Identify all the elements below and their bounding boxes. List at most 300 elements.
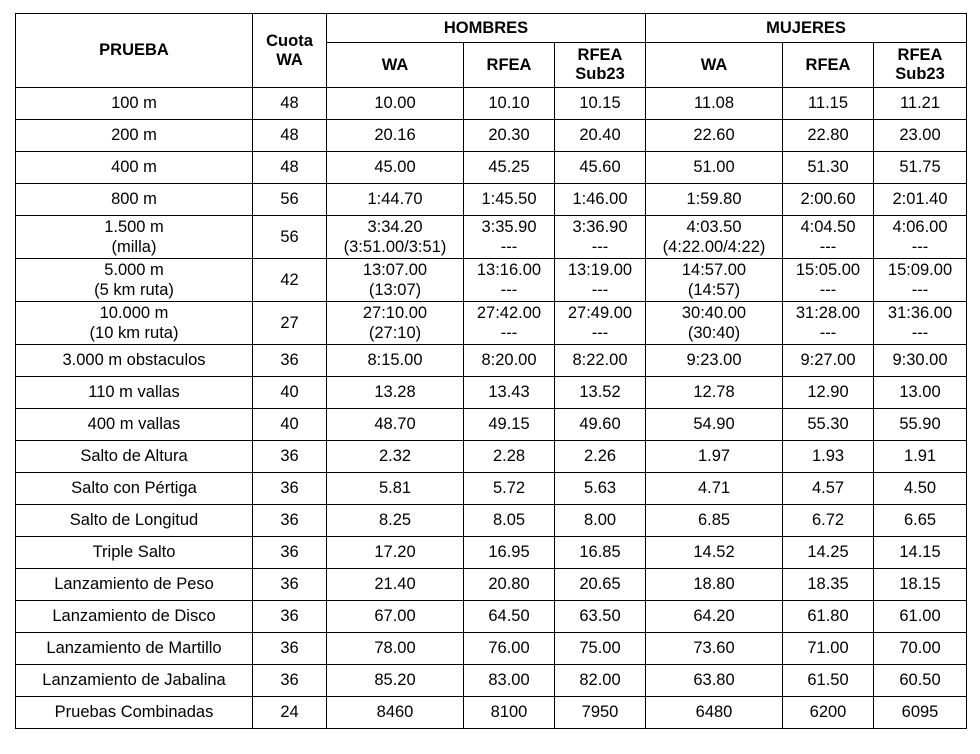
cell-line: 2:00.60 — [800, 190, 856, 208]
cell-cuota-wa: 36 — [253, 633, 327, 665]
cell-line: 2:01.40 — [892, 190, 948, 208]
cell-hombres-rfea-sub23 — [555, 505, 646, 537]
cell-line: 6200 — [809, 703, 847, 721]
cell-line: 11.08 — [693, 94, 735, 112]
cell-cuota-wa: 36 — [253, 505, 327, 537]
table-row — [16, 601, 967, 633]
cell-hombres-wa — [327, 441, 464, 473]
cell-line: 83.00 — [488, 671, 530, 689]
cell-mujeres-rfea-sub23 — [874, 441, 967, 473]
header-sub23-line2: Sub23 — [575, 65, 625, 83]
cell-cuota-wa: 36 — [253, 345, 327, 377]
cell-cuota-wa: 42 — [253, 259, 327, 302]
cell-line: 31:28.00 — [795, 304, 861, 322]
cell-line: 200 m — [111, 126, 157, 144]
cell-cuota-wa: 36 — [253, 665, 327, 697]
cell-line: Salto con Pértiga — [71, 479, 197, 497]
cell-cuota-wa: 56 — [253, 216, 327, 259]
cell-line: 3:34.20 — [367, 218, 423, 236]
cell-line: 4.71 — [697, 479, 731, 497]
header-mujeres-wa: WA — [646, 43, 783, 88]
cell-line: 800 m — [111, 190, 157, 208]
table-row — [16, 505, 967, 537]
cell-line: 14.25 — [807, 543, 849, 561]
cell-mujeres-rfea-sub23 — [874, 697, 967, 729]
cell-line: 16.95 — [488, 543, 530, 561]
cell-mujeres-wa — [646, 633, 783, 665]
cell-hombres-wa — [327, 537, 464, 569]
cell-prueba — [16, 473, 253, 505]
cell-line: 6095 — [901, 703, 939, 721]
header-cuota-wa — [253, 14, 327, 88]
cell-line: 400 m — [111, 158, 157, 176]
cell-line: Lanzamiento de Martillo — [46, 639, 222, 657]
cell-hombres-wa — [327, 259, 464, 302]
header-hombres: HOMBRES — [327, 14, 646, 43]
cell-line: --- — [911, 281, 929, 299]
cell-prueba — [16, 345, 253, 377]
cell-cuota-wa: 36 — [253, 569, 327, 601]
cell-hombres-wa — [327, 633, 464, 665]
cell-mujeres-rfea-sub23 — [874, 601, 967, 633]
cell-mujeres-wa — [646, 302, 783, 345]
cell-hombres-rfea — [464, 569, 555, 601]
cell-mujeres-wa — [646, 152, 783, 184]
header-sub23-line1: RFEA — [897, 46, 943, 64]
cell-line: 13:16.00 — [476, 261, 542, 279]
cell-mujeres-wa — [646, 441, 783, 473]
cell-hombres-rfea — [464, 345, 555, 377]
cell-hombres-rfea — [464, 216, 555, 259]
cell-line: --- — [500, 238, 518, 256]
cell-line: 78.00 — [374, 639, 416, 657]
cell-hombres-wa — [327, 505, 464, 537]
cell-line: 4:06.00 — [892, 218, 948, 236]
cell-mujeres-wa — [646, 184, 783, 216]
cell-line: 45.25 — [488, 158, 530, 176]
cell-prueba — [16, 601, 253, 633]
cell-mujeres-rfea-sub23 — [874, 216, 967, 259]
cell-line: --- — [911, 324, 929, 342]
cell-line: 13.52 — [579, 383, 621, 401]
cell-line: 14.52 — [693, 543, 735, 561]
cell-hombres-rfea — [464, 633, 555, 665]
cell-line: 1:45.50 — [481, 190, 537, 208]
cell-line: --- — [911, 238, 929, 256]
cell-cuota-wa: 48 — [253, 120, 327, 152]
header-sub23-line1: RFEA — [577, 46, 623, 64]
cell-line: 9:30.00 — [892, 351, 948, 369]
table-row — [16, 537, 967, 569]
cell-line: 67.00 — [374, 607, 416, 625]
cell-line: 1.93 — [811, 447, 845, 465]
cell-line: (14:57) — [687, 281, 741, 299]
table-row — [16, 441, 967, 473]
cell-mujeres-rfea — [783, 184, 874, 216]
cell-line: 4.57 — [811, 479, 845, 497]
table-row — [16, 409, 967, 441]
cell-mujeres-rfea-sub23 — [874, 259, 967, 302]
header-cuota-line1: Cuota — [266, 31, 313, 50]
cell-line: 13.28 — [374, 383, 416, 401]
cell-prueba — [16, 377, 253, 409]
cell-line: 10.10 — [488, 94, 530, 112]
cell-mujeres-rfea-sub23 — [874, 409, 967, 441]
cell-hombres-rfea — [464, 697, 555, 729]
cell-cuota-wa: 40 — [253, 377, 327, 409]
table-row — [16, 345, 967, 377]
cell-line: 63.80 — [693, 671, 735, 689]
cell-mujeres-rfea — [783, 569, 874, 601]
cell-line: 18.15 — [899, 575, 941, 593]
cell-hombres-rfea — [464, 665, 555, 697]
header-cuota-line2: WA — [276, 50, 303, 69]
table-row — [16, 665, 967, 697]
cell-line: 70.00 — [899, 639, 941, 657]
cell-mujeres-rfea — [783, 259, 874, 302]
cell-mujeres-wa — [646, 216, 783, 259]
cell-line: (10 km ruta) — [89, 324, 179, 342]
cell-prueba — [16, 302, 253, 345]
cell-line: --- — [500, 281, 518, 299]
cell-line: 1.500 m — [104, 218, 164, 236]
table-row — [16, 216, 967, 259]
cell-mujeres-wa — [646, 377, 783, 409]
cell-line: 11.15 — [807, 94, 849, 112]
cell-mujeres-rfea — [783, 377, 874, 409]
cell-line: 61.50 — [807, 671, 849, 689]
cell-hombres-wa — [327, 377, 464, 409]
table-row — [16, 88, 967, 120]
cell-line: 1:59.80 — [686, 190, 742, 208]
cell-mujeres-rfea — [783, 88, 874, 120]
cell-line: 16.85 — [579, 543, 621, 561]
header-hombres-wa: WA — [327, 43, 464, 88]
cell-mujeres-rfea-sub23 — [874, 569, 967, 601]
cell-mujeres-rfea — [783, 633, 874, 665]
cell-prueba — [16, 633, 253, 665]
cell-hombres-rfea-sub23 — [555, 697, 646, 729]
cell-line: 27:42.00 — [476, 304, 542, 322]
cell-hombres-rfea-sub23 — [555, 120, 646, 152]
cell-line: Lanzamiento de Peso — [54, 575, 214, 593]
cell-hombres-rfea-sub23 — [555, 302, 646, 345]
cell-mujeres-rfea — [783, 152, 874, 184]
cell-mujeres-wa — [646, 697, 783, 729]
cell-line: 8.05 — [492, 511, 526, 529]
cell-mujeres-rfea-sub23 — [874, 537, 967, 569]
cell-line: 10.15 — [579, 94, 621, 112]
cell-hombres-rfea — [464, 302, 555, 345]
cell-hombres-wa — [327, 697, 464, 729]
table-row — [16, 377, 967, 409]
cell-mujeres-wa — [646, 88, 783, 120]
cell-cuota-wa: 36 — [253, 473, 327, 505]
header-prueba: PRUEBA — [16, 14, 253, 88]
cell-line: 20.16 — [374, 126, 416, 144]
cell-hombres-rfea-sub23 — [555, 441, 646, 473]
cell-line: 20.80 — [488, 575, 530, 593]
cell-line: (3:51.00/3:51) — [343, 238, 447, 256]
cell-line: 1.91 — [903, 447, 937, 465]
table-row — [16, 152, 967, 184]
cell-line: 85.20 — [374, 671, 416, 689]
cell-line: 20.65 — [579, 575, 621, 593]
cell-cuota-wa: 36 — [253, 537, 327, 569]
cell-line: 51.30 — [807, 158, 849, 176]
cell-line: 4:04.50 — [800, 218, 856, 236]
cell-line: 4:03.50 — [686, 218, 742, 236]
cell-mujeres-wa — [646, 505, 783, 537]
cell-line: (5 km ruta) — [94, 281, 174, 299]
cell-cuota-wa: 40 — [253, 409, 327, 441]
cell-mujeres-wa — [646, 665, 783, 697]
cell-line: 6.65 — [903, 511, 937, 529]
table-row — [16, 569, 967, 601]
cell-hombres-rfea-sub23 — [555, 473, 646, 505]
cell-line: (30:40) — [687, 324, 741, 342]
header-hombres-rfea-sub23 — [555, 43, 646, 88]
cell-prueba — [16, 120, 253, 152]
cell-mujeres-rfea — [783, 345, 874, 377]
cell-line: 13.00 — [899, 383, 941, 401]
cell-line: 45.00 — [374, 158, 416, 176]
cell-line: 73.60 — [693, 639, 735, 657]
cell-mujeres-rfea-sub23 — [874, 152, 967, 184]
cell-mujeres-rfea — [783, 505, 874, 537]
cell-line: 15:05.00 — [795, 261, 861, 279]
cell-hombres-rfea — [464, 505, 555, 537]
cell-line: --- — [591, 281, 609, 299]
cell-hombres-rfea-sub23 — [555, 633, 646, 665]
cell-hombres-rfea — [464, 409, 555, 441]
cell-hombres-wa — [327, 409, 464, 441]
cell-line: 55.90 — [899, 415, 941, 433]
cell-line: 8.00 — [583, 511, 617, 529]
cell-line: 3:36.90 — [572, 218, 628, 236]
cell-cuota-wa: 36 — [253, 601, 327, 633]
cell-mujeres-rfea-sub23 — [874, 633, 967, 665]
cell-mujeres-wa — [646, 537, 783, 569]
cell-line: 60.50 — [899, 671, 941, 689]
cell-line: 18.35 — [807, 575, 849, 593]
cell-prueba — [16, 259, 253, 302]
cell-line: 54.90 — [693, 415, 735, 433]
cell-prueba — [16, 184, 253, 216]
cell-mujeres-rfea — [783, 665, 874, 697]
cell-prueba — [16, 441, 253, 473]
cell-line: 1:46.00 — [572, 190, 628, 208]
cell-mujeres-wa — [646, 569, 783, 601]
cell-hombres-rfea — [464, 377, 555, 409]
cell-hombres-rfea — [464, 473, 555, 505]
cell-prueba — [16, 569, 253, 601]
cell-line: Triple Salto — [92, 543, 176, 561]
cell-line: 6.72 — [811, 511, 845, 529]
cell-line: 6480 — [695, 703, 733, 721]
cell-hombres-wa — [327, 216, 464, 259]
cell-mujeres-rfea — [783, 409, 874, 441]
cell-hombres-wa — [327, 152, 464, 184]
cell-hombres-rfea-sub23 — [555, 569, 646, 601]
cell-line: 49.60 — [579, 415, 621, 433]
cell-mujeres-rfea — [783, 120, 874, 152]
cell-prueba — [16, 152, 253, 184]
cell-mujeres-rfea-sub23 — [874, 665, 967, 697]
cell-mujeres-wa — [646, 120, 783, 152]
cell-line: Lanzamiento de Jabalina — [42, 671, 226, 689]
cell-mujeres-rfea — [783, 302, 874, 345]
cell-line: 4.50 — [903, 479, 937, 497]
cell-cuota-wa: 48 — [253, 88, 327, 120]
cell-line: 55.30 — [807, 415, 849, 433]
cell-mujeres-rfea-sub23 — [874, 377, 967, 409]
cell-mujeres-rfea — [783, 473, 874, 505]
cell-prueba — [16, 665, 253, 697]
table-row — [16, 184, 967, 216]
cell-line: 110 m vallas — [88, 383, 180, 401]
cell-mujeres-rfea-sub23 — [874, 88, 967, 120]
cell-line: 76.00 — [488, 639, 530, 657]
cell-line: Pruebas Combinadas — [54, 703, 214, 721]
cell-line: --- — [591, 324, 609, 342]
cell-line: 13:19.00 — [567, 261, 633, 279]
table-row — [16, 302, 967, 345]
cell-mujeres-rfea — [783, 601, 874, 633]
cell-line: 11.21 — [899, 94, 941, 112]
table-row — [16, 259, 967, 302]
cell-line: 51.00 — [693, 158, 735, 176]
cell-line: 20.40 — [579, 126, 621, 144]
cell-cuota-wa: 56 — [253, 184, 327, 216]
cell-line: 64.50 — [488, 607, 530, 625]
cell-line: 8:20.00 — [481, 351, 537, 369]
cell-hombres-wa — [327, 88, 464, 120]
header-hombres-rfea: RFEA — [464, 43, 555, 88]
cell-hombres-wa — [327, 665, 464, 697]
cell-line: 61.00 — [899, 607, 941, 625]
cell-line: 10.000 m — [99, 304, 169, 322]
cell-hombres-rfea — [464, 184, 555, 216]
cell-line: 22.80 — [807, 126, 849, 144]
cell-line: 22.60 — [693, 126, 735, 144]
cell-hombres-rfea-sub23 — [555, 345, 646, 377]
cell-line: 13:07.00 — [362, 261, 428, 279]
cell-line: 27:49.00 — [567, 304, 633, 322]
cell-hombres-rfea-sub23 — [555, 216, 646, 259]
cell-hombres-rfea — [464, 88, 555, 120]
cell-hombres-rfea — [464, 152, 555, 184]
cell-line: --- — [500, 324, 518, 342]
cell-line: --- — [819, 281, 837, 299]
cell-mujeres-rfea-sub23 — [874, 120, 967, 152]
cell-mujeres-rfea — [783, 441, 874, 473]
cell-line: 10.00 — [374, 94, 416, 112]
cell-line: 31:36.00 — [887, 304, 953, 322]
cell-cuota-wa: 36 — [253, 441, 327, 473]
cell-line: 18.80 — [693, 575, 735, 593]
table-row — [16, 120, 967, 152]
cell-mujeres-rfea-sub23 — [874, 345, 967, 377]
cell-prueba — [16, 505, 253, 537]
cell-mujeres-rfea-sub23 — [874, 473, 967, 505]
cell-hombres-rfea-sub23 — [555, 601, 646, 633]
cell-line: --- — [819, 324, 837, 342]
cell-line: 2.26 — [583, 447, 617, 465]
cell-hombres-rfea — [464, 259, 555, 302]
cell-line: 9:27.00 — [800, 351, 856, 369]
cell-mujeres-rfea — [783, 537, 874, 569]
cell-line: --- — [819, 238, 837, 256]
table-row — [16, 473, 967, 505]
cell-mujeres-rfea — [783, 216, 874, 259]
cell-line: 64.20 — [693, 607, 735, 625]
cell-line: 14:57.00 — [681, 261, 747, 279]
cell-line: 12.90 — [807, 383, 849, 401]
cell-line: (milla) — [111, 238, 157, 256]
cell-mujeres-wa — [646, 601, 783, 633]
cell-prueba — [16, 88, 253, 120]
cell-line: (27:10) — [368, 324, 422, 342]
cell-line: 2.28 — [492, 447, 526, 465]
cell-mujeres-wa — [646, 259, 783, 302]
cell-line: 8:22.00 — [572, 351, 628, 369]
cell-hombres-rfea-sub23 — [555, 537, 646, 569]
cell-hombres-rfea-sub23 — [555, 409, 646, 441]
cell-line: 5.72 — [492, 479, 526, 497]
cell-line: 15:09.00 — [887, 261, 953, 279]
header-mujeres-rfea-sub23 — [874, 43, 967, 88]
table-row — [16, 633, 967, 665]
cell-hombres-rfea-sub23 — [555, 184, 646, 216]
cell-line: 2.32 — [378, 447, 412, 465]
cell-hombres-wa — [327, 345, 464, 377]
cell-line: 8460 — [376, 703, 414, 721]
cell-line: 17.20 — [374, 543, 416, 561]
cell-line: 100 m — [111, 94, 157, 112]
cell-line: Salto de Longitud — [69, 511, 199, 529]
cell-line: 14.15 — [899, 543, 941, 561]
cell-line: 12.78 — [693, 383, 735, 401]
cell-line: 48.70 — [374, 415, 416, 433]
cell-prueba — [16, 537, 253, 569]
cell-line: 30:40.00 — [681, 304, 747, 322]
cell-mujeres-rfea-sub23 — [874, 302, 967, 345]
cell-line: 5.000 m — [104, 261, 164, 279]
cell-line: 45.60 — [579, 158, 621, 176]
cell-mujeres-wa — [646, 345, 783, 377]
cell-mujeres-wa — [646, 473, 783, 505]
cell-line: 5.81 — [378, 479, 412, 497]
cell-cuota-wa: 27 — [253, 302, 327, 345]
cell-hombres-wa — [327, 601, 464, 633]
cell-line: --- — [591, 238, 609, 256]
cell-hombres-wa — [327, 184, 464, 216]
cell-line: Lanzamiento de Disco — [52, 607, 216, 625]
cell-hombres-rfea-sub23 — [555, 665, 646, 697]
cell-line: 7950 — [581, 703, 619, 721]
cell-line: 8100 — [490, 703, 528, 721]
cell-line: 8:15.00 — [367, 351, 423, 369]
cell-line: 8.25 — [378, 511, 412, 529]
cell-prueba — [16, 216, 253, 259]
cell-line: 400 m vallas — [87, 415, 181, 433]
cell-hombres-rfea — [464, 601, 555, 633]
cell-line: 13.43 — [488, 383, 530, 401]
table-row — [16, 697, 967, 729]
cell-mujeres-rfea-sub23 — [874, 184, 967, 216]
cell-mujeres-rfea — [783, 697, 874, 729]
